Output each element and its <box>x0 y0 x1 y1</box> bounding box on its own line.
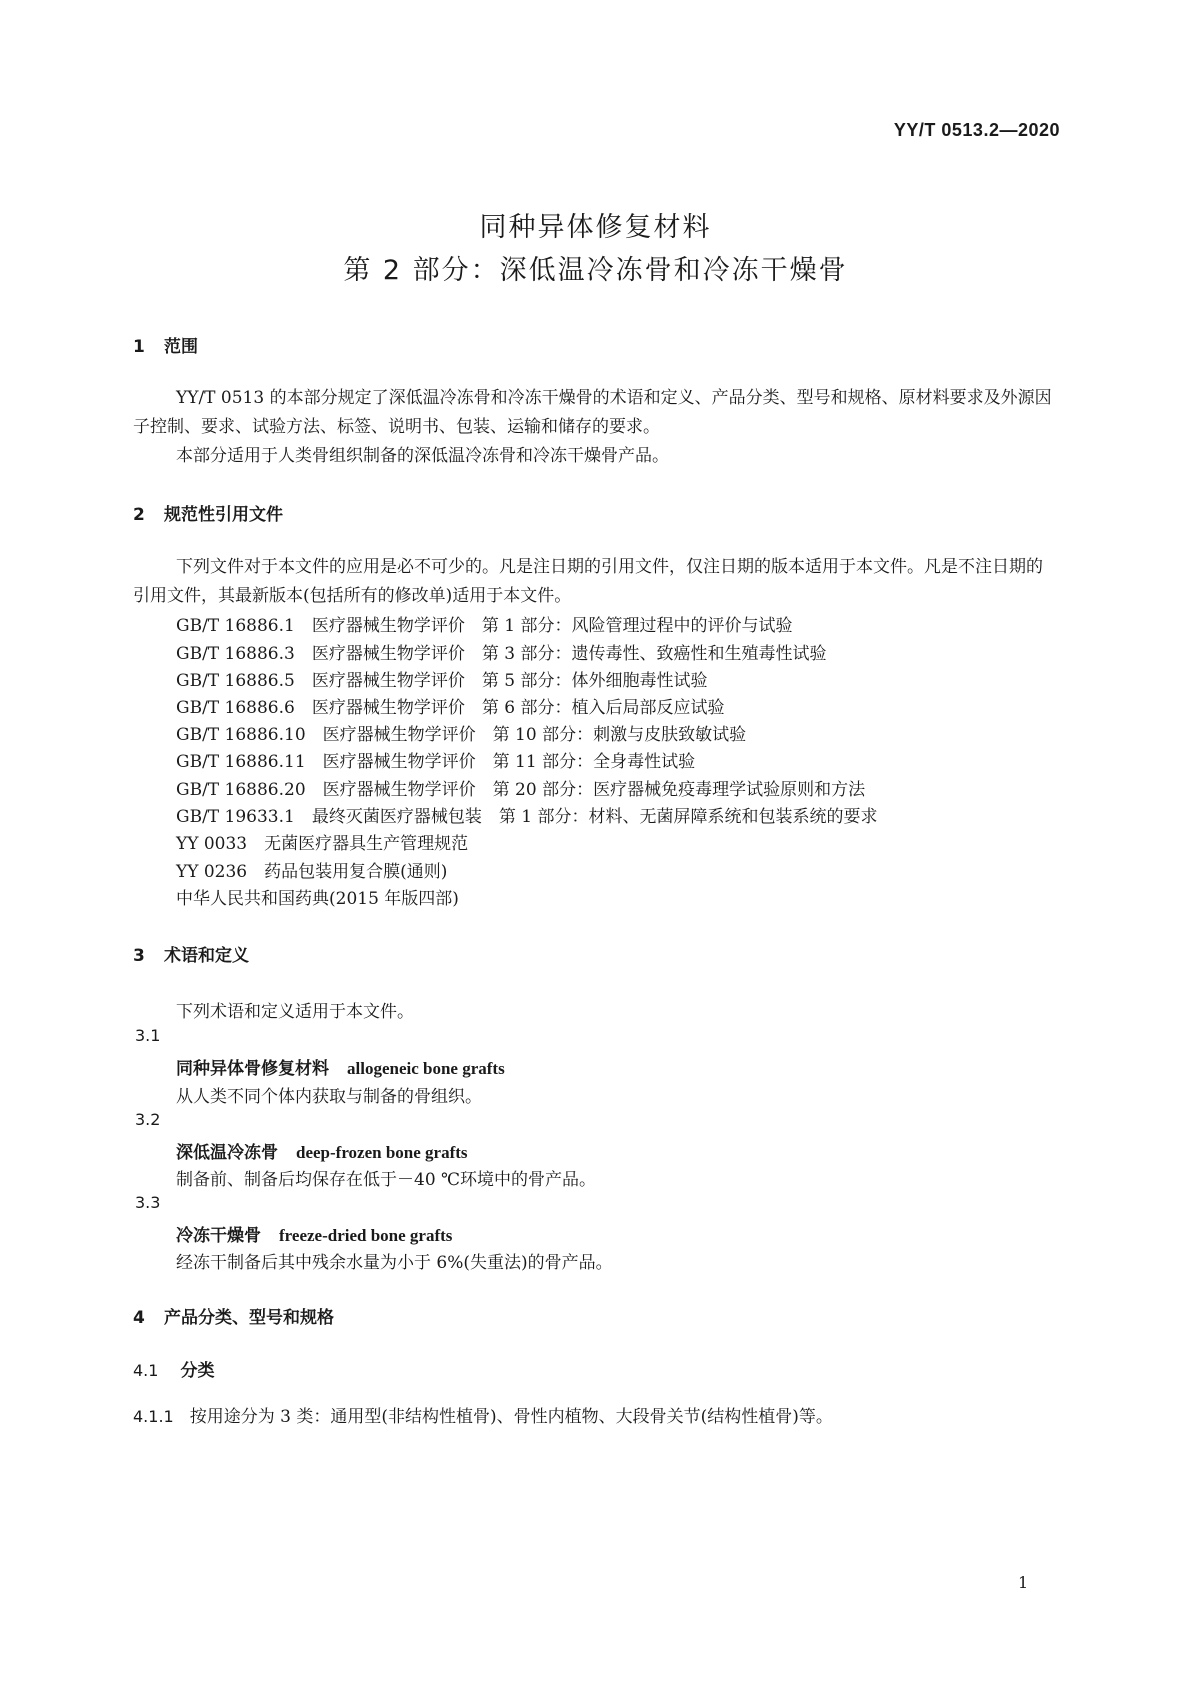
section-title: 规范性引用文件 <box>164 505 283 525</box>
section-2-intro: 下列文件对于本文件的应用是必不可少的。凡是注日期的引用文件，仅注日期的版本适用于本文件。凡是不注日期的引用文件，其最新版本(包括所有的修改单)适用于本文件。 <box>133 557 1043 606</box>
reference-item: YY 0236 药品包装用复合膜(通则) <box>176 862 448 882</box>
section-1-paragraph-1: YY/T 0513 的本部分规定了深低温冷冻骨和冷冻干燥骨的术语和定义、产品分类、型号和规格、原材料要求及外源因子控制、要求、试验方法、标签、说明书、包装、运输和储存的要求。 <box>133 388 1052 437</box>
section-4-heading <box>133 1303 334 1328</box>
section-number: 3 <box>133 946 145 966</box>
reference-item: GB/T 19633.1 最终灭菌医疗器械包装 第 1 部分：材料、无菌屏障系统和包装系统的要求 <box>176 807 878 827</box>
section-2-heading <box>133 500 283 525</box>
clause-4-1-1 <box>133 1402 833 1427</box>
section-number: 2 <box>133 505 145 525</box>
term-chinese: 深低温冷冻骨 <box>176 1143 278 1163</box>
term-chinese: 同种异体骨修复材料 <box>176 1059 329 1079</box>
reference-item: 中华人民共和国药典(2015 年版四部) <box>176 889 459 909</box>
term-definition: 经冻干制备后其中残余水量为小于 6%(失重法)的骨产品。 <box>176 1253 613 1273</box>
reference-item: GB/T 16886.5 医疗器械生物学评价 第 5 部分：体外细胞毒性试验 <box>176 671 708 691</box>
reference-item: GB/T 16886.20 医疗器械生物学评价 第 20 部分：医疗器械免疫毒理学试验原则和方法 <box>176 780 866 800</box>
section-title: 范围 <box>164 337 198 357</box>
section-number: 1 <box>133 337 145 357</box>
document-title: 同种异体修复材料 <box>479 212 712 243</box>
term-number: 3.2 <box>135 1110 161 1129</box>
section-1-paragraph-2: 本部分适用于人类骨组织制备的深低温冷冻骨和冷冻干燥骨产品。 <box>176 446 669 466</box>
section-3-heading <box>133 941 249 966</box>
term-number: 3.3 <box>135 1193 161 1212</box>
term-heading <box>176 1054 505 1079</box>
reference-item: GB/T 16886.11 医疗器械生物学评价 第 11 部分：全身毒性试验 <box>176 752 696 772</box>
section-title: 术语和定义 <box>164 946 249 966</box>
section-title: 产品分类、型号和规格 <box>164 1308 334 1328</box>
reference-item: GB/T 16886.3 医疗器械生物学评价 第 3 部分：遗传毒性、致癌性和生殖毒性试验 <box>176 644 827 664</box>
term-english: allogeneic bone grafts <box>347 1059 505 1078</box>
clause-text: 按用途分为 3 类：通用型(非结构性植骨)、骨性内植物、大段骨关节(结构性植骨)等。 <box>189 1407 833 1427</box>
section-number: 4 <box>133 1308 145 1328</box>
document-subtitle: 第 2 部分：深低温冷冻骨和冷冻干燥骨 <box>343 255 848 286</box>
section-1-heading <box>133 332 198 357</box>
subsection-title: 分类 <box>180 1361 215 1381</box>
page-number: 1 <box>1018 1573 1029 1592</box>
subsection-4-1-heading <box>133 1356 214 1381</box>
term-definition: 从人类不同个体内获取与制备的骨组织。 <box>176 1087 482 1107</box>
subsection-number: 4.1 <box>133 1361 159 1380</box>
clause-number: 4.1.1 <box>133 1407 174 1426</box>
term-chinese: 冷冻干燥骨 <box>176 1226 261 1246</box>
term-heading <box>176 1138 468 1163</box>
reference-item: GB/T 16886.10 医疗器械生物学评价 第 10 部分：刺激与皮肤致敏试验 <box>176 725 747 745</box>
term-english: deep-frozen bone grafts <box>296 1143 468 1162</box>
term-english: freeze-dried bone grafts <box>279 1226 453 1245</box>
standard-number: YY/T 0513.2—2020 <box>893 120 1060 140</box>
section-3-intro: 下列术语和定义适用于本文件。 <box>176 1002 414 1022</box>
term-heading <box>176 1221 452 1246</box>
reference-item: YY 0033 无菌医疗器具生产管理规范 <box>176 834 469 854</box>
reference-item: GB/T 16886.6 医疗器械生物学评价 第 6 部分：植入后局部反应试验 <box>176 698 725 718</box>
term-number: 3.1 <box>135 1026 161 1045</box>
term-definition: 制备前、制备后均保存在低于－40 ℃环境中的骨产品。 <box>176 1170 597 1190</box>
reference-item: GB/T 16886.1 医疗器械生物学评价 第 1 部分：风险管理过程中的评价与试验 <box>176 616 793 636</box>
